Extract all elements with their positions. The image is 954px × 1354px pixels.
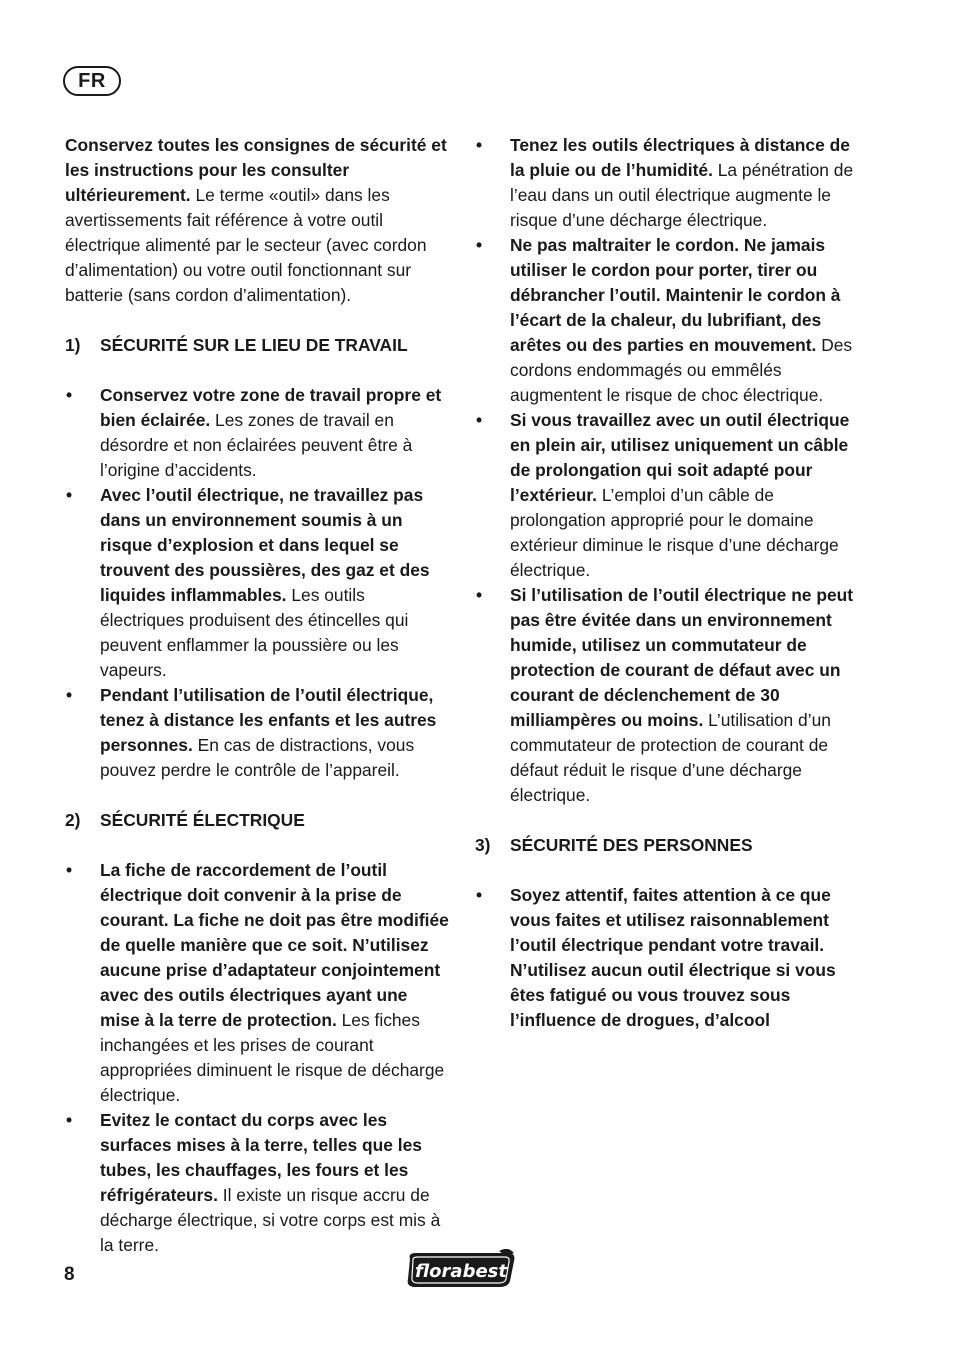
- list-item: • Avec l’outil électrique, ne travaillez pas dans un environnement soumis à un risque d’explosion et dans lequel se trouvent des poussières, des gaz et des liquides inflammables. Les outils électriques produisent des étincelles qui peuvent enflammer la poussière ou les vapeurs.: [65, 483, 450, 683]
- intro-paragraph: Conservez toutes les consignes de sécurité et les instructions pour les consulter ultérieurement. Le terme «outil» dans les avertissements fait référence à votre outil électrique alimenté par le secteur (avec cordon d’alimentation) ou votre outil fonctionnant sur batterie (sans cordon d’alimentation).: [65, 135, 447, 305]
- list-item: • Ne pas maltraiter le cordon. Ne jamais utiliser le cordon pour porter, tirer ou débrancher l’outil. Maintenir le cordon à l’écart de la chaleur, du lubrifiant, des arêtes ou des parties en mouvement. Des cordons endommagés ou emmêlés augmentent le risque de choc électrique.: [475, 233, 863, 408]
- list-item: • La fiche de raccordement de l’outil électrique doit convenir à la prise de courant. La fiche ne doit pas être modifiée de quelle manière que ce soit. N’utilisez aucune prise d’adaptateur conjointement avec des outils électriques ayant une mise à la terre de protection. Les fiches inchangées et les prises de courant appropriées diminuent le risque de décharge électrique.: [65, 858, 450, 1108]
- section-heading-1: 1) SÉCURITÉ SUR LE LIEU DE TRAVAIL: [65, 335, 408, 355]
- bullet-icon: •: [66, 860, 73, 880]
- list-item: • Soyez attentif, faites attention à ce que vous faites et utilisez raisonnablement l’outil électrique pendant votre travail. N’utilisez aucun outil électrique si vous êtes fatigué ou vous trouvez sous l’influence de drogues, d’alcool: [475, 883, 863, 1033]
- bullet-icon: •: [66, 1110, 73, 1130]
- bullet-icon: •: [66, 685, 73, 705]
- list-item: • Pendant l’utilisation de l’outil électrique, tenez à distance les enfants et les autres personnes. En cas de distractions, vous pouvez perdre le contrôle de l’appareil.: [65, 683, 450, 783]
- bullet-icon: •: [476, 585, 483, 605]
- bullet-icon: •: [476, 135, 483, 155]
- language-badge: FR: [63, 66, 121, 96]
- list-item: • Si l’utilisation de l’outil électrique ne peut pas être évitée dans un environnement humide, utilisez un commutateur de protection de courant de défaut avec un courant de déclenchement de 30 milliampères ou moins. L’utilisation d’un commutateur de protection de courant de défaut réduit le risque d’une décharge électrique.: [475, 583, 863, 808]
- list-item: • Conservez votre zone de travail propre et bien éclairée. Les zones de travail en désordre et non éclairées peuvent être à l’origine d’accidents.: [65, 383, 450, 483]
- page-number: 8: [64, 1264, 75, 1285]
- list-item: • Si vous travaillez avec un outil électrique en plein air, utilisez uniquement un câble de prolongation qui soit adapté pour l’extérieur. L’emploi d’un câble de prolongation approprié pour le domaine extérieur diminue le risque d’une décharge électrique.: [475, 408, 863, 583]
- bullet-icon: •: [476, 885, 483, 905]
- section-heading-3: 3) SÉCURITÉ DES PERSONNES: [475, 835, 753, 855]
- bullet-icon: •: [476, 410, 483, 430]
- bullet-icon: •: [66, 485, 73, 505]
- section-heading-2: 2) SÉCURITÉ ÉLECTRIQUE: [65, 810, 305, 830]
- right-column: [475, 133, 863, 1033]
- list-item: • Evitez le contact du corps avec les surfaces mises à la terre, telles que les tubes, les chauffages, les fours et les réfrigérateurs. Il existe un risque accru de décharge électrique, si votre corps est mis à la terre.: [65, 1108, 450, 1258]
- bullet-icon: •: [476, 235, 483, 255]
- list-item: • Tenez les outils électriques à distance de la pluie ou de l’humidité. La pénétration de l’eau dans un outil électrique augmente le risque d’une décharge électrique.: [475, 133, 863, 233]
- svg-text:florabest: florabest: [415, 1261, 507, 1282]
- left-column: [65, 133, 450, 1258]
- bullet-icon: •: [66, 385, 73, 405]
- florabest-logo: [404, 1249, 518, 1289]
